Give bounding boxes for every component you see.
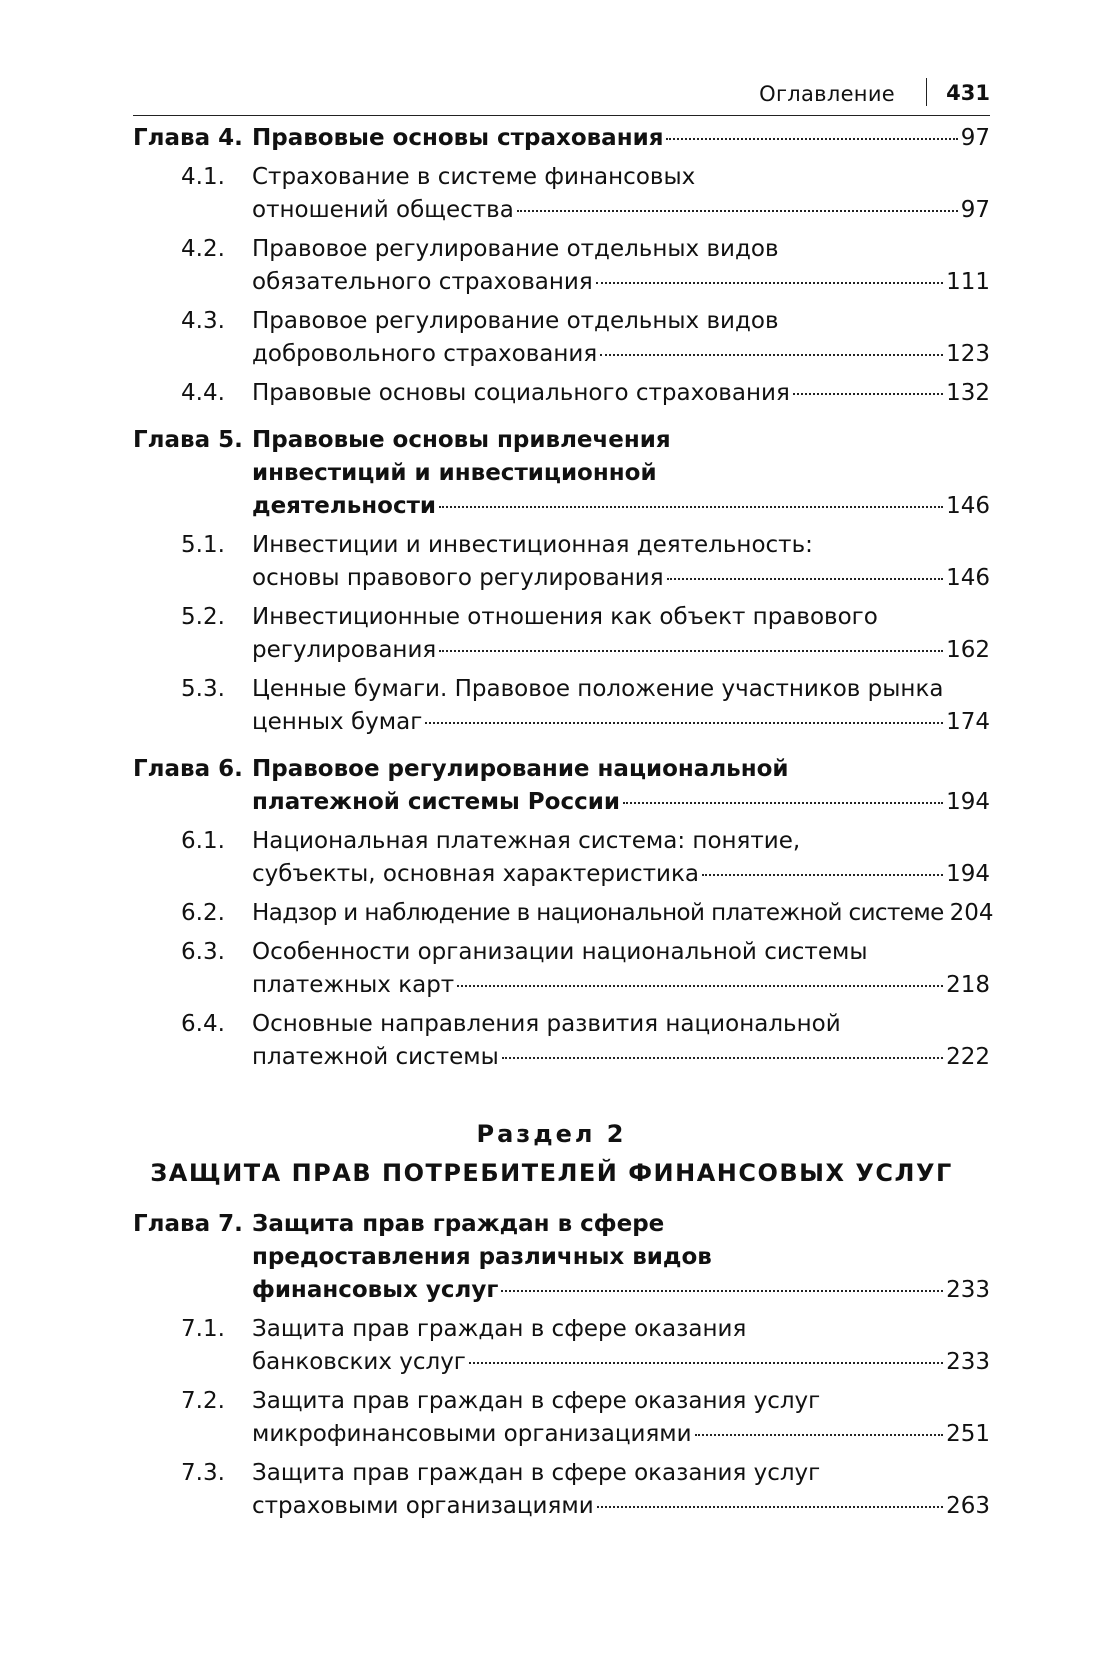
- toc-section-6-3[interactable]: [133, 936, 990, 1002]
- toc-entry-line: Основные направления развития национальной: [252, 1011, 841, 1037]
- toc-leader-dots: [501, 1289, 943, 1292]
- toc-section-5-3[interactable]: [133, 673, 990, 739]
- toc-entry-line: Правовое регулирование отдельных видов: [252, 308, 779, 334]
- toc-page-number: 146: [946, 493, 990, 519]
- toc-section-5-2[interactable]: [133, 601, 990, 667]
- toc-leader-dots: [457, 984, 943, 987]
- toc-section-6-4[interactable]: [133, 1008, 990, 1074]
- toc-chapter-4[interactable]: [133, 122, 990, 155]
- toc-page-number: 222: [946, 1044, 990, 1070]
- header-rule: [133, 115, 990, 116]
- toc-page-number: 111: [946, 269, 990, 295]
- toc-entry-line: Страхование в системе финансовых: [252, 164, 696, 190]
- toc-section-number: 4.4.: [181, 380, 225, 406]
- toc-page-number: 97: [960, 125, 990, 151]
- toc-entry-line: Ценные бумаги. Правовое положение участников рынка: [252, 676, 944, 702]
- toc-section-number: 7.2.: [181, 1388, 225, 1414]
- toc-entry-title: финансовых услуг: [252, 1277, 499, 1303]
- toc-section-6-2[interactable]: [133, 897, 994, 930]
- toc-entry-line: Защита прав граждан в сфере оказания услуг: [252, 1460, 821, 1486]
- toc-leader-dots: [596, 281, 943, 284]
- running-header-title: Оглавление: [759, 82, 895, 106]
- toc-entry-line: Защита прав граждан в сфере: [252, 1211, 665, 1237]
- toc-entry-title: обязательного страхования: [252, 269, 593, 295]
- toc-leader-dots: [702, 873, 943, 876]
- toc-section-number: 5.1.: [181, 532, 225, 558]
- toc-page-number: 162: [946, 637, 990, 663]
- toc-section-6-1[interactable]: [133, 825, 990, 891]
- toc-leader-dots: [666, 137, 957, 140]
- toc-section-4-2[interactable]: [133, 233, 990, 299]
- toc-section-number: 4.1.: [181, 164, 225, 190]
- toc-entry-title: основы правового регулирования: [252, 565, 664, 591]
- toc-section-7-3[interactable]: [133, 1457, 990, 1523]
- toc-entry-line: Защита прав граждан в сфере оказания: [252, 1316, 747, 1342]
- part-label: Раздел 2: [476, 1120, 627, 1148]
- toc-chapter-number: Глава 6.: [133, 756, 243, 782]
- header-separator: [926, 78, 927, 106]
- toc-entry-title: микрофинансовыми организациями: [252, 1421, 692, 1447]
- toc-chapter-number: Глава 4.: [133, 125, 243, 151]
- toc-entry-title: Правовые основы социального страхования: [252, 380, 790, 406]
- page-number: 431: [946, 81, 990, 105]
- toc-section-number: 7.3.: [181, 1460, 225, 1486]
- toc-page-number: 218: [946, 972, 990, 998]
- toc-page-number: 132: [946, 380, 990, 406]
- toc-entry-title: добровольного страхования: [252, 341, 598, 367]
- toc-entry-title: платежной системы: [252, 1044, 499, 1070]
- toc-entry-line: Национальная платежная система: понятие,: [252, 828, 801, 854]
- part-heading: [113, 1118, 990, 1190]
- toc-leader-dots: [600, 353, 943, 356]
- toc-page-number: 263: [946, 1493, 990, 1519]
- toc-chapter-number: Глава 5.: [133, 427, 243, 453]
- toc-page-number: 233: [946, 1277, 990, 1303]
- toc-entry-line: Правовое регулирование национальной: [252, 756, 789, 782]
- toc-leader-dots: [439, 505, 943, 508]
- toc-leader-dots: [502, 1056, 943, 1059]
- toc-leader-dots: [793, 392, 943, 395]
- toc-leader-dots: [439, 649, 943, 652]
- toc-page-number: 204: [949, 900, 994, 926]
- toc-section-number: 4.3.: [181, 308, 225, 334]
- toc-entry-title: отношений общества: [252, 197, 514, 223]
- running-header: [133, 78, 990, 114]
- toc-page-number: 194: [946, 861, 990, 887]
- toc-section-number: 5.2.: [181, 604, 225, 630]
- toc-chapter-7[interactable]: [133, 1208, 990, 1307]
- toc-section-number: 6.1.: [181, 828, 225, 854]
- toc-entry-line: Защита прав граждан в сфере оказания услуг: [252, 1388, 821, 1414]
- toc-entry-line: Инвестиции и инвестиционная деятельность:: [252, 532, 813, 558]
- toc-section-5-1[interactable]: [133, 529, 990, 595]
- toc-entry-title: страховыми организациями: [252, 1493, 594, 1519]
- toc-section-4-4[interactable]: [133, 377, 990, 410]
- toc-entry-title: Надзор и наблюдение в национальной платежной системе: [252, 900, 944, 926]
- toc-section-number: 4.2.: [181, 236, 225, 262]
- toc-page-number: 233: [946, 1349, 990, 1375]
- toc-entry-line: инвестиций и инвестиционной: [252, 460, 657, 486]
- toc-entry-title: платежных карт: [252, 972, 455, 998]
- toc-entry-line: Особенности организации национальной системы: [252, 939, 868, 965]
- toc-chapter-number: Глава 7.: [133, 1211, 243, 1237]
- toc-leader-dots: [517, 209, 958, 212]
- toc-section-number: 5.3.: [181, 676, 225, 702]
- toc-page-number: 97: [960, 197, 990, 223]
- toc-leader-dots: [667, 577, 944, 580]
- toc-chapter-5[interactable]: [133, 424, 990, 523]
- toc-leader-dots: [597, 1505, 943, 1508]
- toc-leader-dots: [425, 721, 943, 724]
- toc-entry-title: банковских услуг: [252, 1349, 466, 1375]
- part-title: ЗАЩИТА ПРАВ ПОТРЕБИТЕЛЕЙ ФИНАНСОВЫХ УСЛУГ: [150, 1159, 953, 1187]
- toc-page-number: 174: [946, 709, 990, 735]
- toc-entry-title: субъекты, основная характеристика: [252, 861, 699, 887]
- toc-entry-title: деятельности: [252, 493, 437, 519]
- toc-page-number: 194: [946, 789, 990, 815]
- toc-section-number: 7.1.: [181, 1316, 225, 1342]
- toc-entry-title: регулирования: [252, 637, 437, 663]
- toc-chapter-6[interactable]: [133, 753, 990, 819]
- toc-entry-line: Правовые основы привлечения: [252, 427, 671, 453]
- toc-entry-line: Инвестиционные отношения как объект правового: [252, 604, 878, 630]
- toc-leader-dots: [469, 1361, 943, 1364]
- toc-section-4-1[interactable]: [133, 161, 990, 227]
- toc-section-7-2[interactable]: [133, 1385, 990, 1451]
- toc-page-number: 251: [946, 1421, 990, 1447]
- toc-page-number: 123: [946, 341, 990, 367]
- toc-entry-line: предоставления различных видов: [252, 1244, 712, 1270]
- toc-section-7-1[interactable]: [133, 1313, 990, 1379]
- table-of-contents: [133, 122, 994, 1523]
- toc-entry-title: Правовые основы страхования: [252, 125, 664, 151]
- toc-leader-dots: [623, 801, 943, 804]
- toc-entry-line: Правовое регулирование отдельных видов: [252, 236, 779, 262]
- toc-leader-dots: [695, 1433, 944, 1436]
- toc-entry-title: ценных бумаг: [252, 709, 423, 735]
- toc-section-number: 6.2.: [181, 900, 225, 926]
- toc-section-number: 6.3.: [181, 939, 225, 965]
- toc-section-4-3[interactable]: [133, 305, 990, 371]
- toc-page-number: 146: [946, 565, 990, 591]
- toc-section-number: 6.4.: [181, 1011, 225, 1037]
- toc-entry-title: платежной системы России: [252, 789, 620, 815]
